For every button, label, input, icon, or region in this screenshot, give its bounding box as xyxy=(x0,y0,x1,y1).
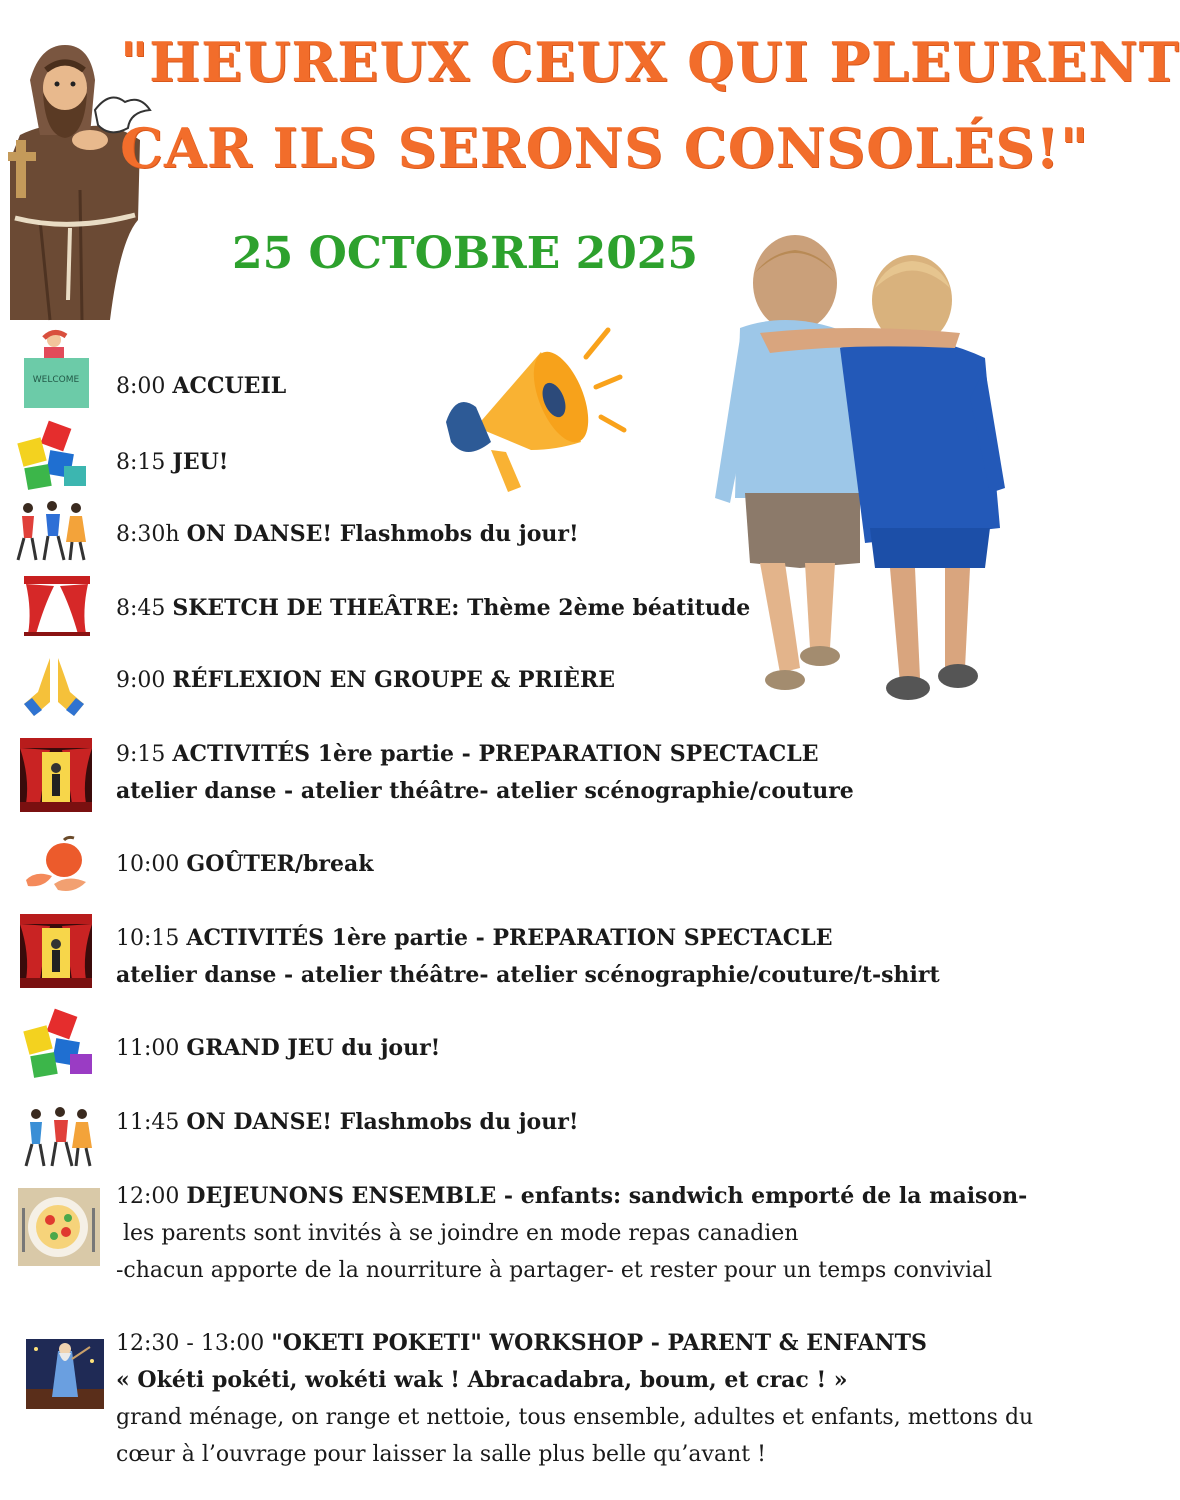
row-time: 12:30 - 13:00 xyxy=(116,1331,265,1356)
row-title: GOÛTER/break xyxy=(186,851,374,877)
row-title: ACTIVITÉS 1ère partie - PREPARATION SPECTACLE xyxy=(186,925,833,951)
dancers-icon xyxy=(14,498,100,564)
schedule-row-0900 xyxy=(0,648,1060,718)
theatre-curtain-icon xyxy=(14,576,100,636)
stage-icon xyxy=(14,738,100,812)
row-title: DEJEUNONS ENSEMBLE - enfants: sandwich emporté de la maison- xyxy=(186,1183,1028,1209)
schedule-row-1015 xyxy=(0,920,1060,1000)
row-detail: les parents sont invités à se joindre en mode repas canadien xyxy=(116,1221,799,1246)
schedule-row-0800 xyxy=(0,330,1060,410)
row-title: "OKETI POKETI" WORKSHOP - PARENT & ENFANTS xyxy=(271,1330,927,1356)
row-title: ACTIVITÉS 1ère partie - PREPARATION SPECTACLE xyxy=(172,741,819,767)
row-time: 8:30h xyxy=(116,522,180,547)
dancers-icon xyxy=(14,1104,100,1168)
row-title: JEU! xyxy=(172,449,229,475)
row-title: GRAND JEU du jour! xyxy=(186,1035,441,1061)
schedule-row-0815 xyxy=(0,420,1060,500)
row-title: SKETCH DE THEÂTRE: Thème 2ème béatitude xyxy=(172,595,751,621)
row-detail: grand ménage, on range et nettoie, tous ensemble, adultes et enfants, mettons du cœur à l’ouvrage pour laisser la salle plus belle qu’avant ! xyxy=(116,1405,1034,1467)
row-detail: atelier danse - atelier théâtre- atelier scénographie/couture xyxy=(116,778,854,804)
praying-hands-icon xyxy=(14,654,100,718)
schedule-row-1230 xyxy=(0,1325,1060,1485)
wizard-icon xyxy=(22,1339,108,1409)
row-time: 12:00 xyxy=(116,1184,180,1209)
row-time: 11:00 xyxy=(116,1036,180,1061)
row-time: 10:15 xyxy=(116,926,180,951)
schedule-row-0830 xyxy=(0,498,1060,568)
row-time: 9:15 xyxy=(116,742,166,767)
row-time: 8:15 xyxy=(116,450,166,475)
row-time: 8:45 xyxy=(116,596,166,621)
row-title: ON DANSE! Flashmobs du jour! xyxy=(186,521,579,547)
event-date: 25 OCTOBRE 2025 xyxy=(232,228,699,279)
apple-icon xyxy=(14,836,100,896)
row-time: 10:00 xyxy=(116,852,180,877)
welcome-sign-icon xyxy=(14,330,100,410)
welcome-sign-label: WELCOME xyxy=(32,375,80,385)
schedule-row-1145 xyxy=(0,1100,1060,1170)
puzzle-icon xyxy=(14,1008,100,1083)
row-time: 11:45 xyxy=(116,1110,180,1135)
puzzle-icon xyxy=(14,420,100,495)
stage-icon xyxy=(14,914,100,988)
row-detail: atelier danse - atelier théâtre- atelier scénographie/couture/t-shirt xyxy=(116,962,940,988)
schedule-row-0845 xyxy=(0,572,1060,638)
schedule-row-1200 xyxy=(0,1178,1060,1298)
row-detail: « Okéti pokéti, wokéti wak ! Abracadabra, boum, et crac ! » xyxy=(116,1367,848,1393)
schedule-row-0915 xyxy=(0,736,1060,816)
schedule-row-1100 xyxy=(0,1008,1060,1088)
row-time: 8:00 xyxy=(116,374,166,399)
title-line-1: "HEUREUX CEUX QUI PLEURENT xyxy=(120,30,1180,94)
row-detail: -chacun apporte de la nourriture à partager- et rester pour un temps convivial xyxy=(116,1258,993,1283)
row-title: RÉFLEXION EN GROUPE & PRIÈRE xyxy=(172,667,615,693)
schedule-row-1000 xyxy=(0,832,1060,898)
row-title: ON DANSE! Flashmobs du jour! xyxy=(186,1109,579,1135)
meal-plate-icon xyxy=(14,1188,100,1266)
row-time: 9:00 xyxy=(116,668,166,693)
row-title: ACCUEIL xyxy=(172,373,287,399)
title-line-2: CAR ILS SERONS CONSOLÉS!" xyxy=(120,116,1090,180)
